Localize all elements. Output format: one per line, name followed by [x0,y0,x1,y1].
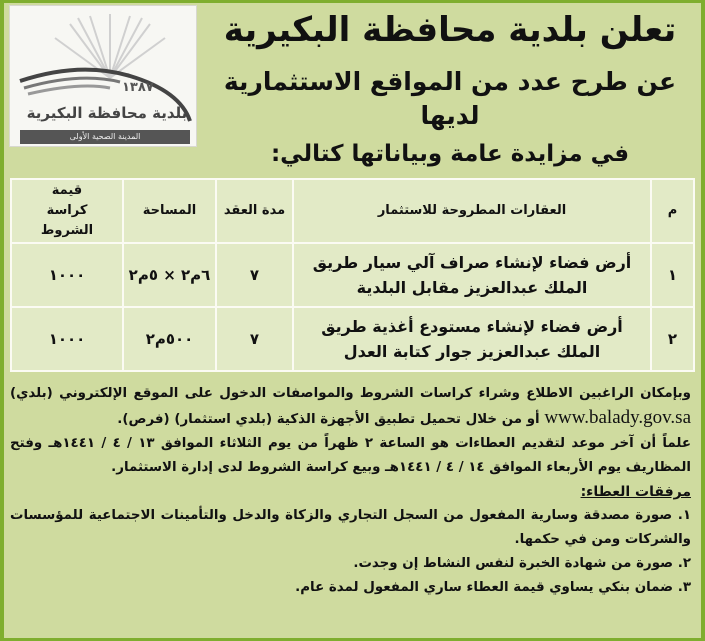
paragraph-website [10,382,691,432]
cell-price: ١٠٠٠ [11,243,123,307]
paragraph-deadline: علماً أن آخر موعد لتقديم العطاءات هو الساعة ٢ ظهراً من يوم الثلاثاء الموافق ١٣ / ٤ / ١٤٤١هـ وفتح المظاريف يوم الأربعاء الموافق ١٤ / ٤ / ١٤٤١هـ وبيع كراسة الشروط لدى إدارة الاستثمار. [10,436,691,475]
app-text: أو من خلال تحميل تطبيق الأجهزة الذكية (بلدي استثمار) (فرص). [117,412,540,427]
sunrise-logo-icon [10,6,198,148]
cell-area: ٦م٢ × ٥م٢ [123,243,216,307]
attachment-item: ١. صورة مصدقة وسارية المفعول من السجل التجاري والزكاة والدخل والتأمينات الاجتماعية للمؤسسات والشركات ومن في حكمها. [10,508,691,547]
attachments-heading: مرفقات العطاء: [580,484,691,500]
cell-no: ١ [651,243,694,307]
subheadline-2: في مزايدة عامة وبياناتها كتالي: [270,141,630,167]
logo-name: بلدية محافظة البكيرية [26,104,188,122]
cell-duration: ٧ [216,243,293,307]
col-no: م [651,179,694,243]
table-row [11,307,694,371]
table-header [11,179,694,243]
col-property: العقارات المطروحة للاستثمار [293,179,651,243]
municipality-logo [9,5,197,147]
table-row [11,243,694,307]
attachment-item: ٣. ضمان بنكي يساوي قيمة العطاء ساري المفعول لمدة عام. [295,580,691,595]
col-price: قيمة كراسة الشروط [11,179,123,243]
logo-year: ١٣٨٧ [122,80,154,95]
subheadline: عن طرح عدد من المواقع الاستثمارية لديها [223,67,677,130]
attachment-item: ٢. صورة من شهادة الخبرة لنفس النشاط إن وجدت. [353,556,691,571]
headline-block [205,5,695,170]
website-text: وبإمكان الراغبين الاطلاع وشراء كراسات الشروط والمواصفات الدخول على الموقع الإلكتروني (بلدي) [10,386,691,401]
headline: تعلن بلدية محافظة البكيرية [223,10,677,50]
website-link[interactable]: www.balady.gov.sa [544,407,691,428]
advertisement [4,3,701,638]
header [10,5,695,170]
logo-tagline: المدينة الصحية الأولى [20,130,190,144]
cell-area: ٥٠٠م٢ [123,307,216,371]
cell-property: أرض فضاء لإنشاء مستودع أغذية طريق الملك عبدالعزيز جوار كتابة العدل [293,307,651,371]
cell-duration: ٧ [216,307,293,371]
announcement-body [10,382,691,600]
col-duration: مدة العقد [216,179,293,243]
cell-property: أرض فضاء لإنشاء صراف آلي سيار طريق الملك عبدالعزيز مقابل البلدية [293,243,651,307]
cell-price: ١٠٠٠ [11,307,123,371]
col-area: المساحة [123,179,216,243]
properties-table [10,178,695,372]
cell-no: ٢ [651,307,694,371]
